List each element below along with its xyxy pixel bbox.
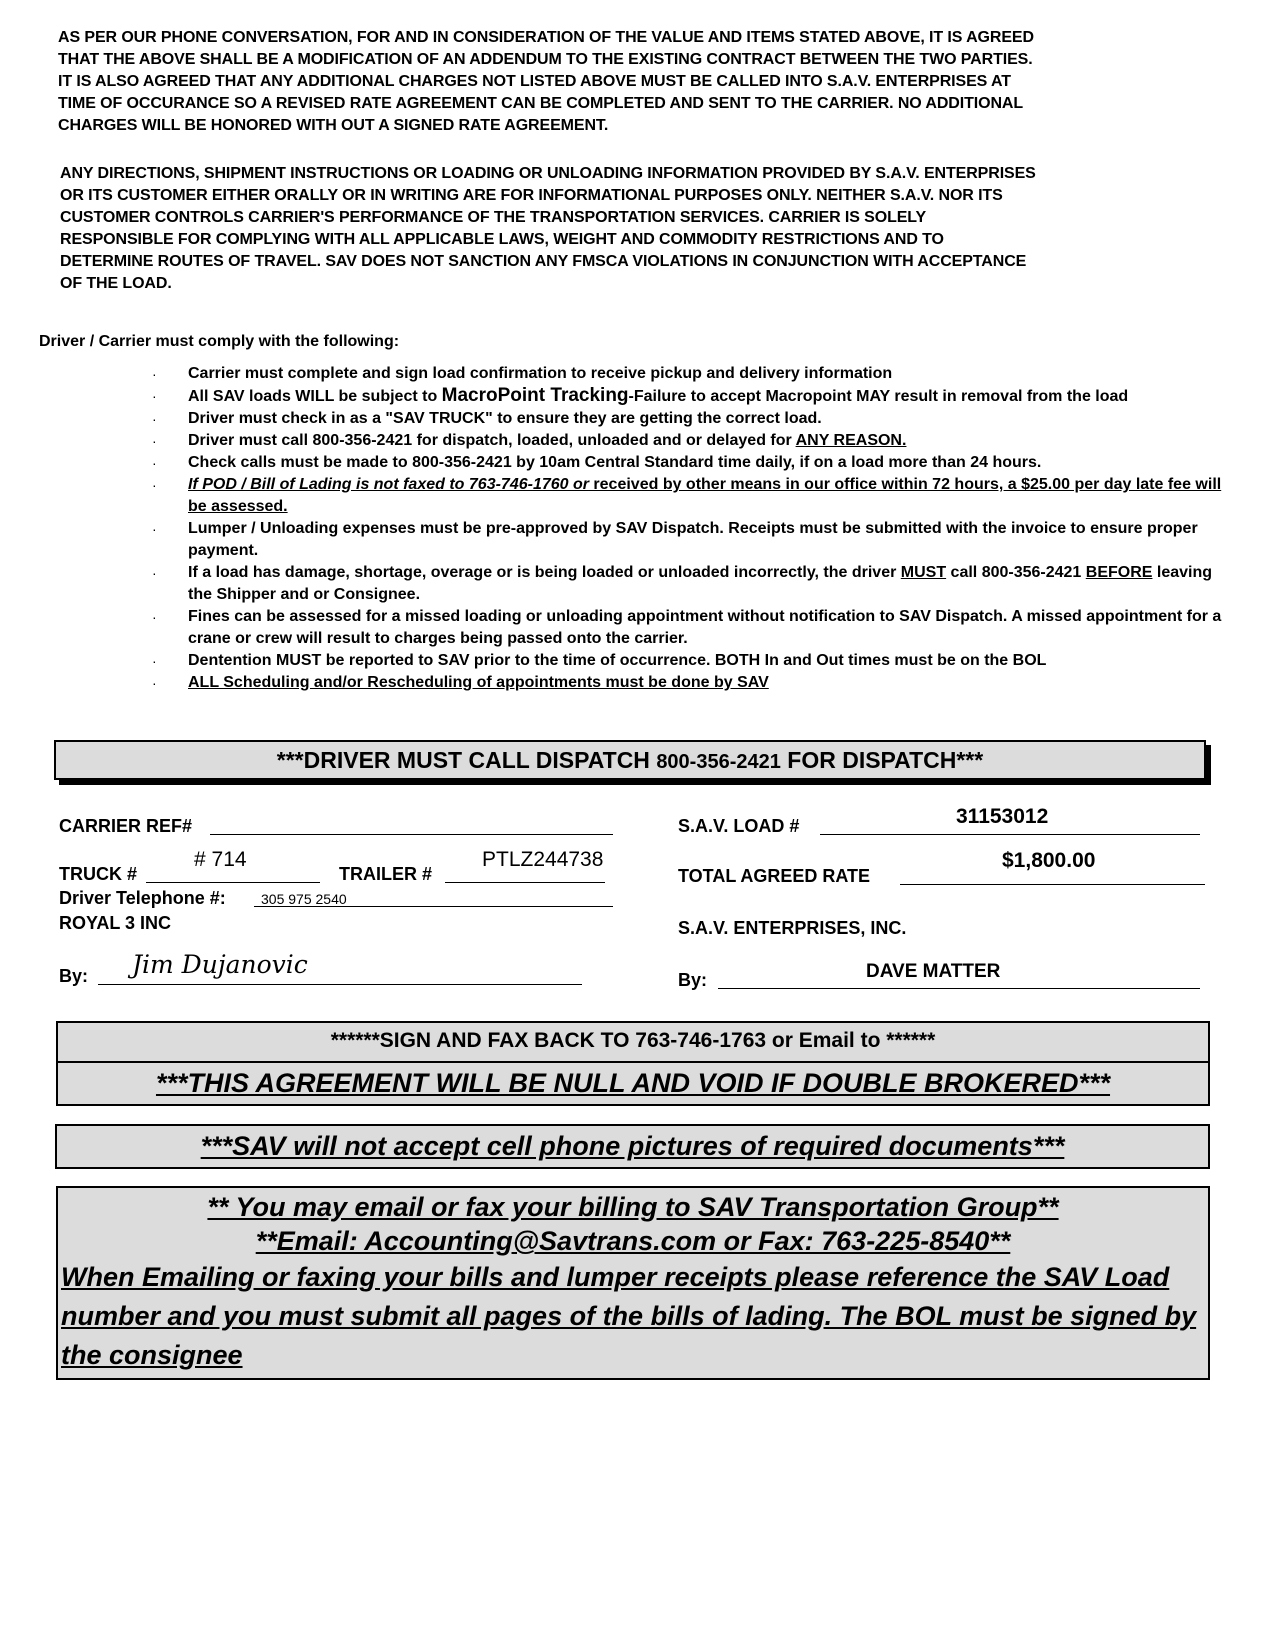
carrier-by-label: By: [59, 966, 89, 986]
list-item: · If POD / Bill of Lading is not faxed to 763-746-1760 or received by other means in our office within 72 hours, a $25.00 per day late fee will be assessed. [152, 476, 1222, 515]
carrier-name: ROYAL 3 INC [59, 913, 172, 933]
rules-heading: Driver / Carrier must comply with the following: [39, 333, 400, 350]
list-item: · ALL Scheduling and/or Rescheduling of appointments must be done by SAV [152, 674, 769, 691]
null-void-text: ***THIS AGREEMENT WILL BE NULL AND VOID IF DOUBLE BROKERED*** [155, 1068, 1111, 1098]
macropoint-text: MacroPoint Tracking [441, 385, 629, 406]
rate-field[interactable] [900, 884, 1205, 885]
rules-list [150, 363, 1230, 694]
list-item: · Driver must check in as a "SAV TRUCK" to ensure they are getting the correct load. [152, 410, 822, 427]
list-item: · Lumper / Unloading expenses must be pre-approved by SAV Dispatch. Receipts must be submitted with the invoice to ensure proper payment. [152, 520, 1198, 559]
rate-label: TOTAL AGREED RATE [678, 866, 871, 886]
billing-line-2: **Email: Accounting@Savtrans.com or Fax: 763-225-8540** [255, 1226, 1011, 1256]
list-item: · Carrier must complete and sign load confirmation to receive pickup and delivery information [152, 365, 893, 382]
sav-load-value: 31153012 [956, 805, 1049, 828]
sav-by-label: By: [678, 970, 708, 990]
sign-fax-text: ******SIGN AND FAX BACK TO 763-746-1763 or Email to ****** [58, 1023, 1208, 1063]
trailer-value: PTLZ244738 [482, 848, 604, 871]
list-item: · Driver must call 800-356-2421 for dispatch, loaded, unloaded and or delayed for ANY REASON. [152, 432, 907, 449]
list-item: · Check calls must be made to 800-356-2421 by 10am Central Standard time daily, if on a load more than 24 hours. [152, 454, 1042, 471]
truck-label: TRUCK # [59, 864, 138, 884]
cell-phone-notice: ***SAV will not accept cell phone pictures of required documents*** [55, 1124, 1210, 1169]
sav-load-field[interactable] [820, 834, 1200, 835]
terms-paragraph-1: AS PER OUR PHONE CONVERSATION, FOR AND IN CONSIDERATION OF THE VALUE AND ITEMS STATED ABOVE, IT IS AGREED THAT THE ABOVE SHALL BE A MODIFICATION OF AN ADDENDUM TO THE EXISTING CONTRACT BETWEEN THE TWO PARTIES. IT IS ALSO AGREED THAT ANY ADDITIONAL CHARGES NOT LISTED ABOVE MUST BE CALLED INTO S.A.V. ENTERPRISES AT TIME OF OCCURANCE SO A REVISED RATE AGREEMENT CAN BE COMPLETED AND SENT TO THE CARRIER. NO ADDITIONAL CHARGES WILL BE HONORED WITH OUT A SIGNED RATE AGREEMENT. [58, 29, 1034, 134]
carrier-ref-label: CARRIER REF# [59, 816, 193, 836]
billing-box [56, 1186, 1210, 1380]
carrier-ref-field[interactable] [210, 834, 613, 835]
trailer-field[interactable] [445, 882, 605, 883]
dispatch-banner: ***DRIVER MUST CALL DISPATCH 800-356-2421 FOR DISPATCH*** [54, 740, 1206, 780]
list-item: · If a load has damage, shortage, overage or is being loaded or unloaded incorrectly, the driver MUST call 800-356-2421 BEFORE leaving the Shipper and or Consignee. [152, 564, 1213, 603]
billing-line-1: ** You may email or fax your billing to SAV Transportation Group** [207, 1192, 1059, 1222]
list-item: · Fines can be assessed for a missed loading or unloading appointment without notification to SAV Dispatch. A missed appointment for a crane or crew will result to charges being passed onto the carrier. [152, 608, 1222, 647]
sav-signature-field[interactable] [718, 988, 1200, 989]
list-item: · Dentention MUST be reported to SAV prior to the time of occurrence. BOTH In and Out times must be on the BOL [152, 652, 1047, 669]
driver-phone-value: 305 975 2540 [261, 891, 347, 907]
carrier-signature: Jim Dujanovic [132, 950, 308, 979]
sav-signer: DAVE MATTER [866, 961, 1001, 982]
trailer-label: TRAILER # [339, 864, 433, 884]
carrier-signature-field[interactable] [98, 984, 582, 985]
rate-value: $1,800.00 [1002, 849, 1096, 872]
sign-fax-box [56, 1021, 1210, 1106]
truck-field[interactable] [146, 882, 320, 883]
list-item: · All SAV loads WILL be subject to MacroPoint Tracking-Failure to accept Macropoint MAY result in removal from the load [152, 385, 1129, 406]
driver-phone-label: Driver Telephone #: [59, 888, 226, 908]
terms-paragraph-2: ANY DIRECTIONS, SHIPMENT INSTRUCTIONS OR LOADING OR UNLOADING INFORMATION PROVIDED BY S.A.V. ENTERPRISES OR ITS CUSTOMER EITHER ORALLY OR IN WRITING ARE FOR INFORMATIONAL PURPOSES ONLY. NEITHER S.A.V. NOR ITS CUSTOMER CONTROLS CARRIER'S PERFORMANCE OF THE TRANSPORTATION SERVICES. CARRIER IS SOLELY RESPONSIBLE FOR COMPLYING WITH ALL APPLICABLE LAWS, WEIGHT AND COMMODITY RESTRICTIONS AND TO DETERMINE ROUTES OF TRAVEL. SAV DOES NOT SANCTION ANY FMSCA VIOLATIONS IN CONJUNCTION WITH ACCEPTANCE OF THE LOAD. [60, 165, 1036, 292]
sav-load-label: S.A.V. LOAD # [678, 816, 800, 836]
truck-value: # 714 [194, 848, 247, 871]
sav-company: S.A.V. ENTERPRISES, INC. [678, 918, 907, 938]
billing-instructions: When Emailing or faxing your bills and lumper receipts please reference the SAV Load number and you must submit all pages of the bills of lading. The BOL must be signed by the consignee [61, 1262, 1197, 1370]
